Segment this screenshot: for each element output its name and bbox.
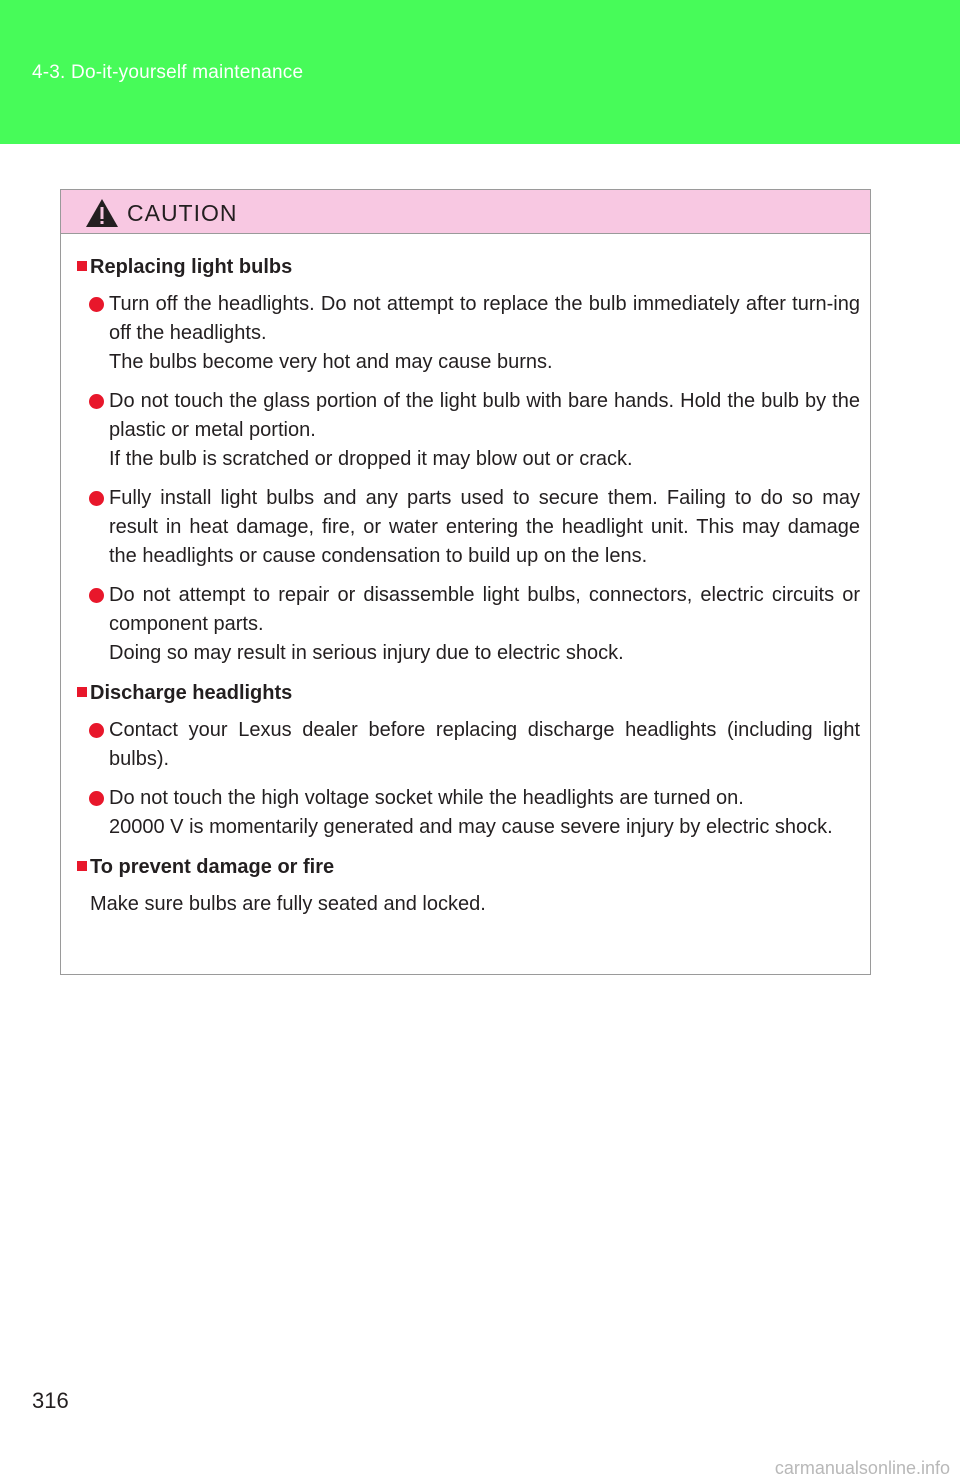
- subhead-prevent-damage: To prevent damage or fire: [77, 852, 860, 882]
- header-band: [0, 0, 960, 144]
- bullet-dot-icon: [89, 791, 104, 806]
- plain-text: Make sure bulbs are fully seated and locked.: [90, 893, 486, 915]
- bullet-dot-icon: [89, 297, 104, 312]
- caution-label: CAUTION: [127, 200, 238, 226]
- bullet-text: The bulbs become very hot and may cause burns.: [109, 351, 553, 373]
- section-title: 4-3. Do-it-yourself maintenance: [32, 62, 304, 83]
- list-item: [77, 716, 860, 774]
- bullet-text: Fully install light bulbs and any parts used to secure them. Failing to do so may result in heat damage, fire, or water entering the headlight unit. This may damage the headlights or cause condensation to build up on the lens.: [109, 487, 860, 567]
- subhead-replacing-bulbs: Replacing light bulbs: [77, 252, 860, 282]
- bullet-text: Do not touch the high voltage socket while the headlights are turned on.: [109, 787, 744, 809]
- bullet-text: Turn off the headlights. Do not attempt to replace the bulb immediately after turn-ing off the headlights.: [109, 293, 860, 344]
- bullet-text: 20000 V is momentarily generated and may cause severe injury by electric shock.: [109, 816, 833, 838]
- list-item: [77, 784, 860, 842]
- bullet-text: If the bulb is scratched or dropped it may blow out or crack.: [109, 448, 633, 470]
- caution-box: [60, 189, 871, 975]
- bullet-dot-icon: [89, 723, 104, 738]
- red-square-marker-icon: [77, 861, 87, 871]
- red-square-marker-icon: [77, 261, 87, 271]
- watermark: carmanualsonline.info: [774, 1458, 950, 1478]
- page-number: 316: [32, 1388, 69, 1413]
- bullet-dot-icon: [89, 394, 104, 409]
- bullet-text: Do not touch the glass portion of the light bulb with bare hands. Hold the bulb by the plastic or metal portion.: [109, 390, 860, 441]
- list-item: [77, 387, 860, 474]
- bullet-dot-icon: [89, 491, 104, 506]
- list-item: [77, 290, 860, 377]
- list-item: [77, 484, 860, 571]
- red-square-marker-icon: [77, 687, 87, 697]
- bullet-dot-icon: [89, 588, 104, 603]
- list-item: [77, 581, 860, 668]
- subhead-discharge-headlights: Discharge headlights: [77, 678, 860, 708]
- caution-body: [61, 234, 870, 919]
- warning-triangle-icon: [85, 198, 119, 228]
- bullet-text: Doing so may result in serious injury due to electric shock.: [109, 642, 624, 664]
- bullet-text: Do not attempt to repair or disassemble light bulbs, connectors, electric circuits or component parts.: [109, 584, 860, 635]
- caution-header: [61, 190, 870, 234]
- bullet-text: Contact your Lexus dealer before replacing discharge headlights (including light bulbs).: [109, 719, 860, 770]
